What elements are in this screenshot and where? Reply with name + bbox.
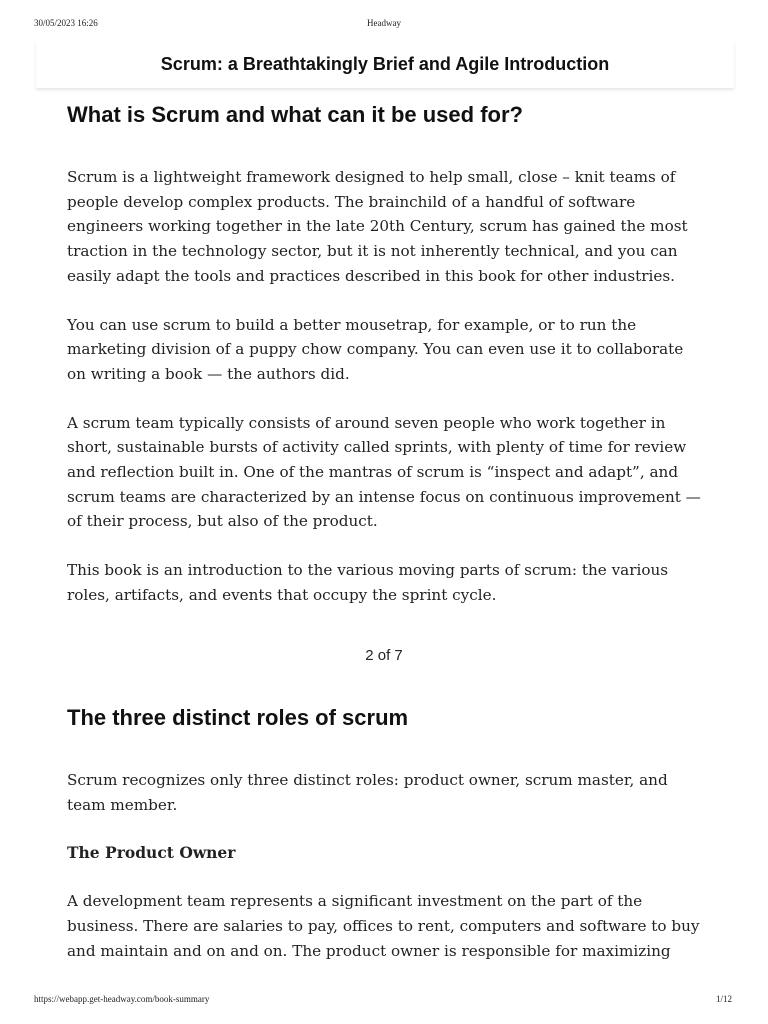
print-datetime: 30/05/2023 16:26 bbox=[34, 18, 98, 28]
book-title: Scrum: a Breathtakingly Brief and Agile Introduction bbox=[160, 53, 610, 74]
chapter-page-indicator: 2 of 7 bbox=[365, 647, 403, 664]
paragraph: A scrum team typically consists of around seven people who work together in short, sustainable bursts of activity called sprints, with plenty of time for review and reflection built in. One of the mantras of scrum is “inspect and adapt”, and scrum teams are characterized by an intense focus on continuous improvement —of their process, but also of the product. bbox=[67, 413, 701, 531]
print-page-number: 1/12 bbox=[715, 994, 732, 1004]
chapter-what-is-scrum bbox=[67, 98, 707, 608]
paragraph: Scrum recognizes only three distinct roles: product owner, scrum master, and team member. bbox=[67, 771, 668, 814]
chapter-heading: What is Scrum and what can it be used for? bbox=[67, 102, 523, 127]
paragraph: Scrum is a lightweight framework designed to help small, close – knit teams of people develop complex products. The brainchild of a handful of software engineers working together in the late 20th Century, scrum has gained the most traction in the technology sector, but it is not inherently technical, and you can easily adapt the tools and practices described in this book for other industries. bbox=[67, 168, 688, 285]
print-site-name: Headway bbox=[367, 18, 401, 28]
sub-heading-product-owner: The Product Owner bbox=[67, 843, 236, 863]
paragraph: You can use scrum to build a better mousetrap, for example, or to run the marketing division of a puppy chow company. You can even use it to collaborate on writing a book — the authors did. bbox=[67, 315, 684, 383]
chapter-three-roles bbox=[67, 701, 707, 964]
summary-content bbox=[67, 96, 707, 608]
print-url: https://webapp.get-headway.com/book-summary bbox=[34, 994, 210, 1004]
paragraph: This book is an introduction to the various moving parts of scrum: the various roles, artifacts, and events that occupy the sprint cycle. bbox=[67, 561, 669, 604]
book-header bbox=[36, 40, 734, 88]
chapter-heading: The three distinct roles of scrum bbox=[67, 705, 409, 730]
paragraph: A development team represents a significant investment on the part of the business. There are salaries to pay, offices to rent, computers and software to buy and maintain and on and on. The product owner is responsible for maximizing bbox=[67, 892, 700, 960]
